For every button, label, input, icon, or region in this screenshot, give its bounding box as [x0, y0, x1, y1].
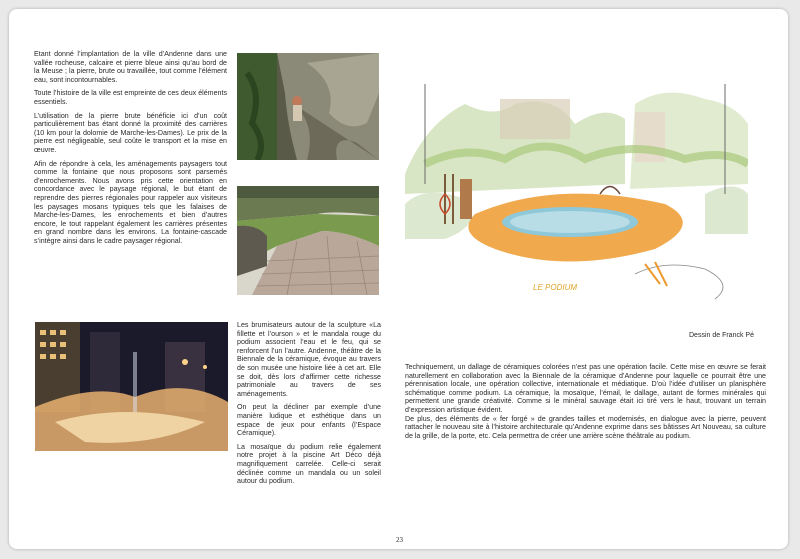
sketch-caption: Dessin de Franck Pé [689, 332, 754, 339]
night-fountain-photo [35, 322, 228, 451]
right-paragraph-2: De plus, des éléments de « fer forgé » de grandes tailles et modernisés, en dialogue avec la pierre, peuvent rattacher le nouveau site à l’histoire architecturale qu’Andenne exprime dans ses bâtisses Art Nouveau, sa culture de la grille, de la porte, etc. Cela permettra de créer une arrière scène théâtrale au podium. [405, 414, 766, 440]
middle-paragraph-3: La mosaïque du podium relie également notre projet à la piscine Art Déco déjà magnifiquement carrelée. Celle-ci serait déclinée comme un mandala ou un soleil autour du podium. [237, 442, 381, 486]
podium-sketch [405, 64, 748, 304]
document-page [9, 9, 788, 549]
rock-climbing-photo [237, 53, 379, 160]
middle-paragraph-2: On peut la décliner par exemple d’une manière ludique et esthétique dans un espace de jeux pour enfants (l’Espace Céramique). [237, 403, 381, 438]
left-paragraph-1: Etant donné l’implantation de la ville d’Andenne dans une vallée rocheuse, calcaire et pierre bleue ainsi qu’au bord de la Meuse ; la pierre, brute ou travaillée, tout comme l’élément eau, sont incontournables. [34, 50, 227, 84]
right-text-column [405, 363, 766, 445]
middle-paragraph-1: Les brumisateurs autour de la sculpture «La fillette et l’ourson » et le mandala rouge du podium associent l’eau et le feu, qui se renforcent l’un l’autre. Andenne, théâtre de la Biennale de la céramique, évoque au travers de son musée une histoire liée à cet art. Elle se doit, dès lors d’affirmer cette richesse patrimoniale au travers de ses aménagements. [237, 321, 381, 398]
left-paragraph-2: Toute l’histoire de la ville est empreinte de ces deux éléments essentiels. [34, 89, 227, 106]
sketch-label: LE PODIUM [533, 283, 578, 292]
left-paragraph-4: Afin de répondre à cela, les aménagements paysagers tout comme la fontaine que nous proposons sont parsemés d’enrochements. Nous avons pris cette orientation en concordance avec le paysage régional, le but étant de reprendre des pierres régionales pour rappeler aux visiteurs les paysages mosans typiques tels que les falaises de Marche-les-Dames, les enrochements et bien d’autres encore, le tout rappelant également les carrières présentes en grand nombre dans les environs. La fontaine-cascade s’intègre ainsi dans le cadre paysager régional. [34, 159, 227, 245]
left-text-column [34, 50, 227, 250]
page-number: 23 [396, 536, 403, 544]
left-paragraph-3: L’utilisation de la pierre brute bénéficie ici d’un coût particulièrement bas étant donné la proximité des carrières (10 km pour la dolomie de Marche-les-Dames). Le prix de la pierre est négligeable, seul coûte le transport et la mise en œuvre. [34, 111, 227, 154]
middle-text-column [237, 321, 381, 491]
right-paragraph-1: Techniquement, un dallage de céramiques colorées n’est pas une opération facile. Cette mise en œuvre se ferait naturellement en collaboration avec la Biennale de la céramique d’Andenne pour laquelle ce pourrait être une pérennisation locale, une opération collective, internationale et médiatique. D’où l’idée d’utiliser un planisphère schématique comme podium. La céramique, la mosaïque, l’émail, le dallage, autant de formes minérales qui permettent une grande créativité. Comme si le minéral sauvage était ici tiré vers le haut, trouvant un terrain d’expression artistique évident. [405, 363, 766, 414]
paved-path-photo [237, 186, 379, 295]
